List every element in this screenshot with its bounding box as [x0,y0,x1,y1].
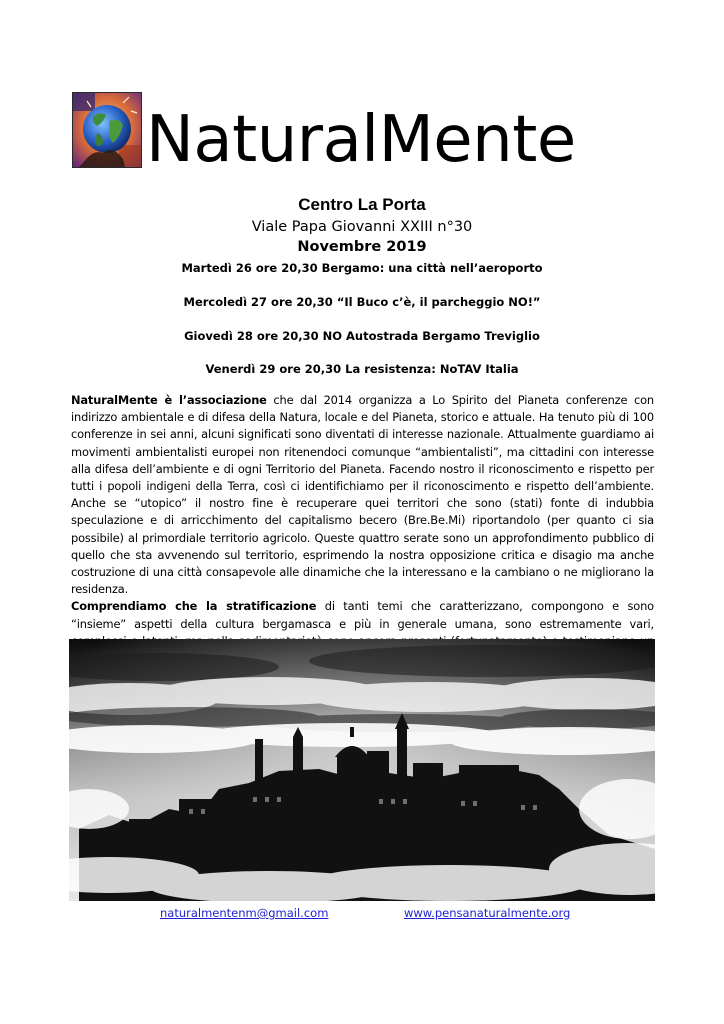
event-item: Mercoledì 27 ore 20,30 “Il Buco c’è, il parcheggio NO!” [183,295,541,309]
page-title: NaturalMente [146,103,576,177]
earth-globe-collage-icon [73,93,141,167]
venue-address: Viale Papa Giovanni XXIII n°30 [251,219,473,235]
paragraph-text: che dal 2014 organizza a Lo Spirito del Pianeta conferenze con indirizzo ambientale e di difesa della Natura, locale e del Pianeta, storico e attuale. Ha tenuto più di 100 conferenze in sei anni, alcuni significati sono diventati di interesse nazionale. Attualmente guardiamo ai movimenti ambientalisti europei non ritenendoci comunque “ambientalisti”, ma cittadini con interesse alla difesa dell’ambiente e di ogni Territorio del Pianeta. Facendo nostro il riconoscimento e rispetto per tutti i popoli indigeni della Terra, così ci identifichiamo per il riconoscimento e rispetto dell’ambiente. Anche se “utopico” il nostro fine è recuperare quei territori che sono (stati) fonte di indubbia speculazione e di arricchimento del capitalismo becero (Bre.Be.Mi) riportandolo (per quanto ci sia possibile) al primordiale territorio agricolo. Queste quattro serate sono un approfondimento pubblico di quello che sta avvenendo sul territorio, esprimendo la nostra opposizione critica e disagio ma anche costruzione di una città consapevole alle dinamiche che la interessano e la cambiano o ne migliorano la residenza. [71,393,654,597]
event-month: Novembre 2019 [297,239,427,255]
event-item: Venerdì 29 ore 20,30 La resistenza: NoTAV Italia [205,362,519,376]
paragraph-lead: Comprendiamo che la stratificazione [71,599,317,614]
logo [72,92,142,168]
paragraph-association [71,392,654,598]
paragraph-text: di tanti temi che caratterizzano, compongono e sono “insieme” aspetti della cultura bergamasca e più in generale umana, sono estremamente vari, [71,599,654,631]
description [71,392,654,667]
paragraph-lead: NaturalMente è l’associazione [71,393,267,407]
event-item: Martedì 26 ore 20,30 Bergamo: una città nell’aeroporto [181,261,543,275]
city-fog-photo [69,639,655,901]
venue-name: Centro La Porta [298,195,426,214]
event-item: Giovedì 28 ore 20,30 NO Autostrada Bergamo Treviglio [184,329,540,343]
email-link[interactable]: naturalmentenm@gmail.com [160,906,329,920]
website-link[interactable]: www.pensanaturalmente.org [404,906,571,920]
